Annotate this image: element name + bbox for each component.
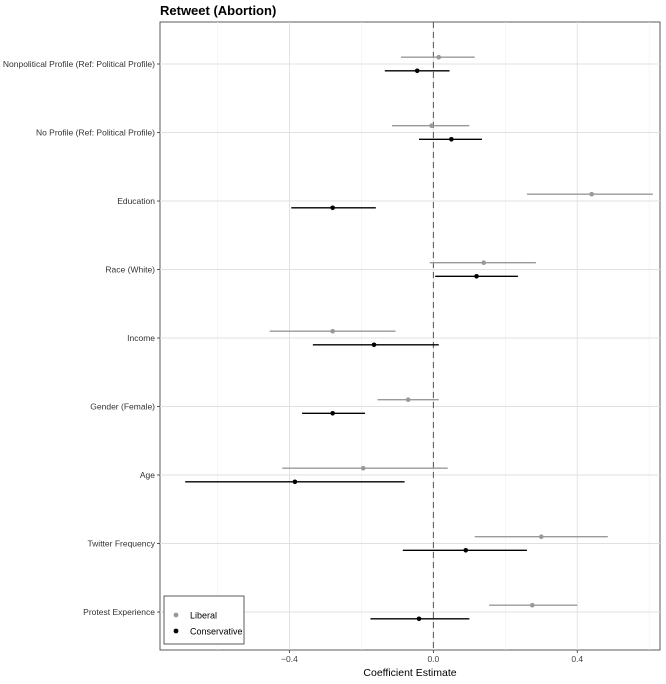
point-estimate-conservative (474, 274, 479, 279)
point-estimate-liberal (361, 466, 366, 471)
point-estimate-liberal (436, 55, 441, 60)
category-label: Protest Experience (83, 607, 155, 617)
category-label: Gender (Female) (90, 401, 155, 412)
point-estimate-conservative (330, 206, 335, 211)
plot-panel (160, 22, 660, 650)
category-labels (3, 59, 160, 617)
point-estimate-conservative (417, 617, 422, 622)
x-tick-label: 0.4 (571, 654, 584, 664)
x-tick-label: 0.0 (427, 654, 440, 664)
point-estimate-conservative (449, 137, 454, 142)
point-estimate-liberal (330, 329, 335, 334)
x-tick-label: −0.4 (281, 654, 298, 664)
point-estimate-liberal (589, 192, 594, 197)
point-estimate-liberal (406, 397, 411, 402)
x-axis (281, 650, 583, 664)
point-estimate-conservative (293, 480, 298, 485)
category-label: No Profile (Ref: Political Profile) (35, 127, 155, 138)
legend-label-conservative: Conservative (190, 626, 243, 637)
legend-swatch-liberal (174, 613, 179, 618)
category-label: Race (White) (105, 264, 155, 275)
point-estimate-conservative (415, 69, 420, 74)
legend-label-liberal: Liberal (190, 610, 218, 621)
point-estimate-liberal (481, 260, 486, 265)
category-label: Age (139, 470, 155, 480)
point-estimate-conservative (463, 548, 468, 553)
point-estimate-liberal (539, 534, 544, 539)
point-estimate-conservative (372, 343, 377, 348)
point-estimate-liberal (530, 603, 535, 608)
legend-swatch-conservative (174, 629, 179, 634)
category-label: Nonpolitical Profile (Ref: Political Profile) (2, 59, 155, 69)
legend (164, 596, 244, 644)
point-estimate-conservative (330, 411, 335, 416)
x-axis-title: Coefficient Estimate (363, 667, 457, 679)
category-label: Income (127, 333, 155, 343)
category-label: Education (117, 196, 155, 206)
category-label: Twitter Frequency (87, 538, 155, 549)
chart-title: Retweet (Abortion) (160, 3, 277, 18)
point-estimate-liberal (429, 123, 434, 128)
